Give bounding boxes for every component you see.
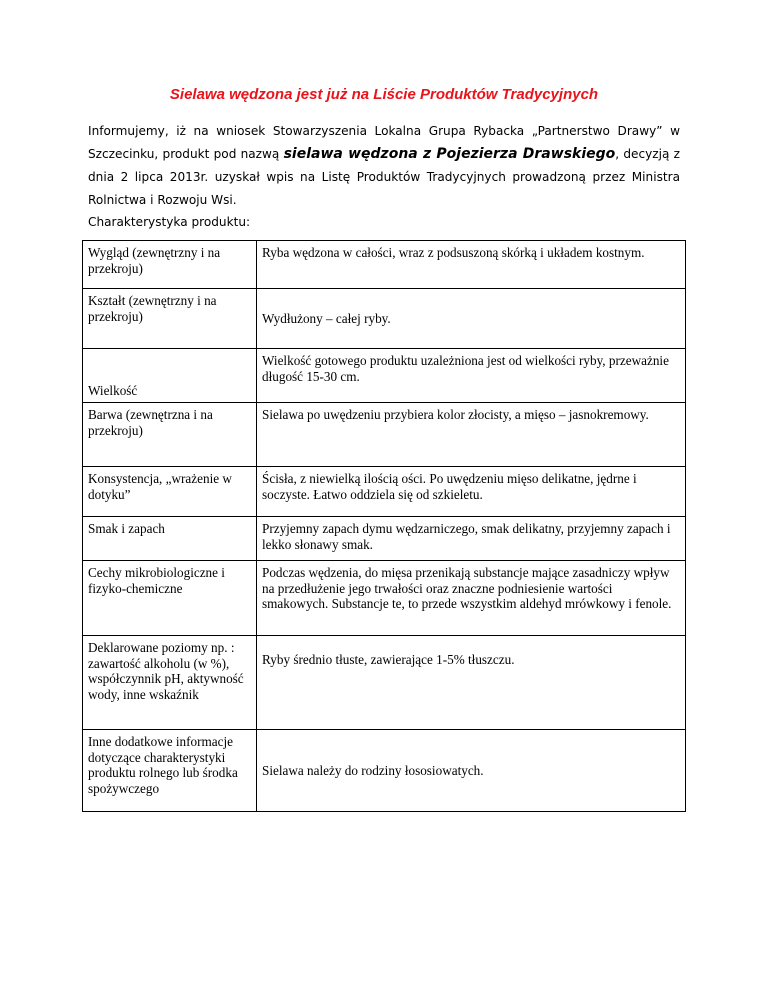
document-title: Sielawa wędzona jest już na Liście Produktów Tradycyjnych xyxy=(169,86,599,103)
description-cell: Sielawa po uwędzeniu przybiera kolor złocisty, a mięso – jasnokremowy. xyxy=(257,403,686,467)
description-cell: Podczas wędzenia, do mięsa przenikają substancje mające zasadniczy wpływ na przedłużenie jego trwałości oraz znaczne podniesienie wartości smakowych. Substancje te, to przede wszystkim aldehyd mrówkowy i fenole. xyxy=(257,561,686,636)
description-cell: Ścisła, z niewielką ilością ości. Po uwędzeniu mięso delikatne, jędrne i soczyste. Łatwo oddziela się od szkieletu. xyxy=(257,467,686,517)
table-row xyxy=(83,636,686,730)
characteristics-label: Charakterystyka produktu: xyxy=(88,215,251,229)
table-row xyxy=(83,467,686,517)
description-cell: Ryba wędzona w całości, wraz z podsuszoną skórką i układem kostnym. xyxy=(257,241,686,289)
property-cell: Wygląd (zewnętrzny i na przekroju) xyxy=(83,241,257,289)
description-cell: Przyjemny zapach dymu wędzarniczego, smak delikatny, przyjemny zapach i lekko słonawy smak. xyxy=(257,517,686,561)
description-cell: Wielkość gotowego produktu uzależniona jest od wielkości ryby, przeważnie długość 15-30 cm. xyxy=(257,349,686,403)
intro-text-after: , decyzją z dnia 2 lipca 2013r. uzyskał wpis na Listę Produktów Tradycyjnych prowadzoną przez Ministra Rolnictwa i Rozwoju Wsi. xyxy=(88,147,680,207)
property-cell: Inne dodatkowe informacje dotyczące charakterystyki produktu rolnego lub środka spożywczego xyxy=(83,730,257,812)
property-cell: Wielkość xyxy=(83,349,257,403)
table-row xyxy=(83,561,686,636)
property-cell: Konsystencja, „wrażenie w dotyku” xyxy=(83,467,257,517)
product-characteristics-table xyxy=(82,240,686,812)
property-cell: Barwa (zewnętrzna i na przekroju) xyxy=(83,403,257,467)
property-cell: Cechy mikrobiologiczne i fizyko-chemiczne xyxy=(83,561,257,636)
description-cell: Sielawa należy do rodziny łososiowatych. xyxy=(257,730,686,812)
intro-paragraph xyxy=(88,120,680,212)
table-row xyxy=(83,517,686,561)
product-name: sielawa wędzona z Pojezierza Drawskiego xyxy=(283,146,616,162)
property-cell: Kształt (zewnętrzny i na przekroju) xyxy=(83,289,257,349)
intro-text-before: Informujemy, iż na wniosek Stowarzyszenia Lokalna Grupa Rybacka „Partnerstwo Drawy” w Szczecinku, produkt pod nazwą xyxy=(88,124,680,161)
property-cell: Deklarowane poziomy np. : zawartość alkoholu (w %), współczynnik pH, aktywność wody, inne wskaźnik xyxy=(83,636,257,730)
description-text: Ryby średnio tłuste, zawierające 1-5% tłuszczu. xyxy=(262,652,515,667)
table-row xyxy=(83,349,686,403)
description-cell: Wydłużony – całej ryby. xyxy=(257,289,686,349)
table-row xyxy=(83,403,686,467)
table-row xyxy=(83,289,686,349)
property-cell: Smak i zapach xyxy=(83,517,257,561)
table-row xyxy=(83,730,686,812)
table-row xyxy=(83,241,686,289)
description-cell xyxy=(257,636,686,730)
